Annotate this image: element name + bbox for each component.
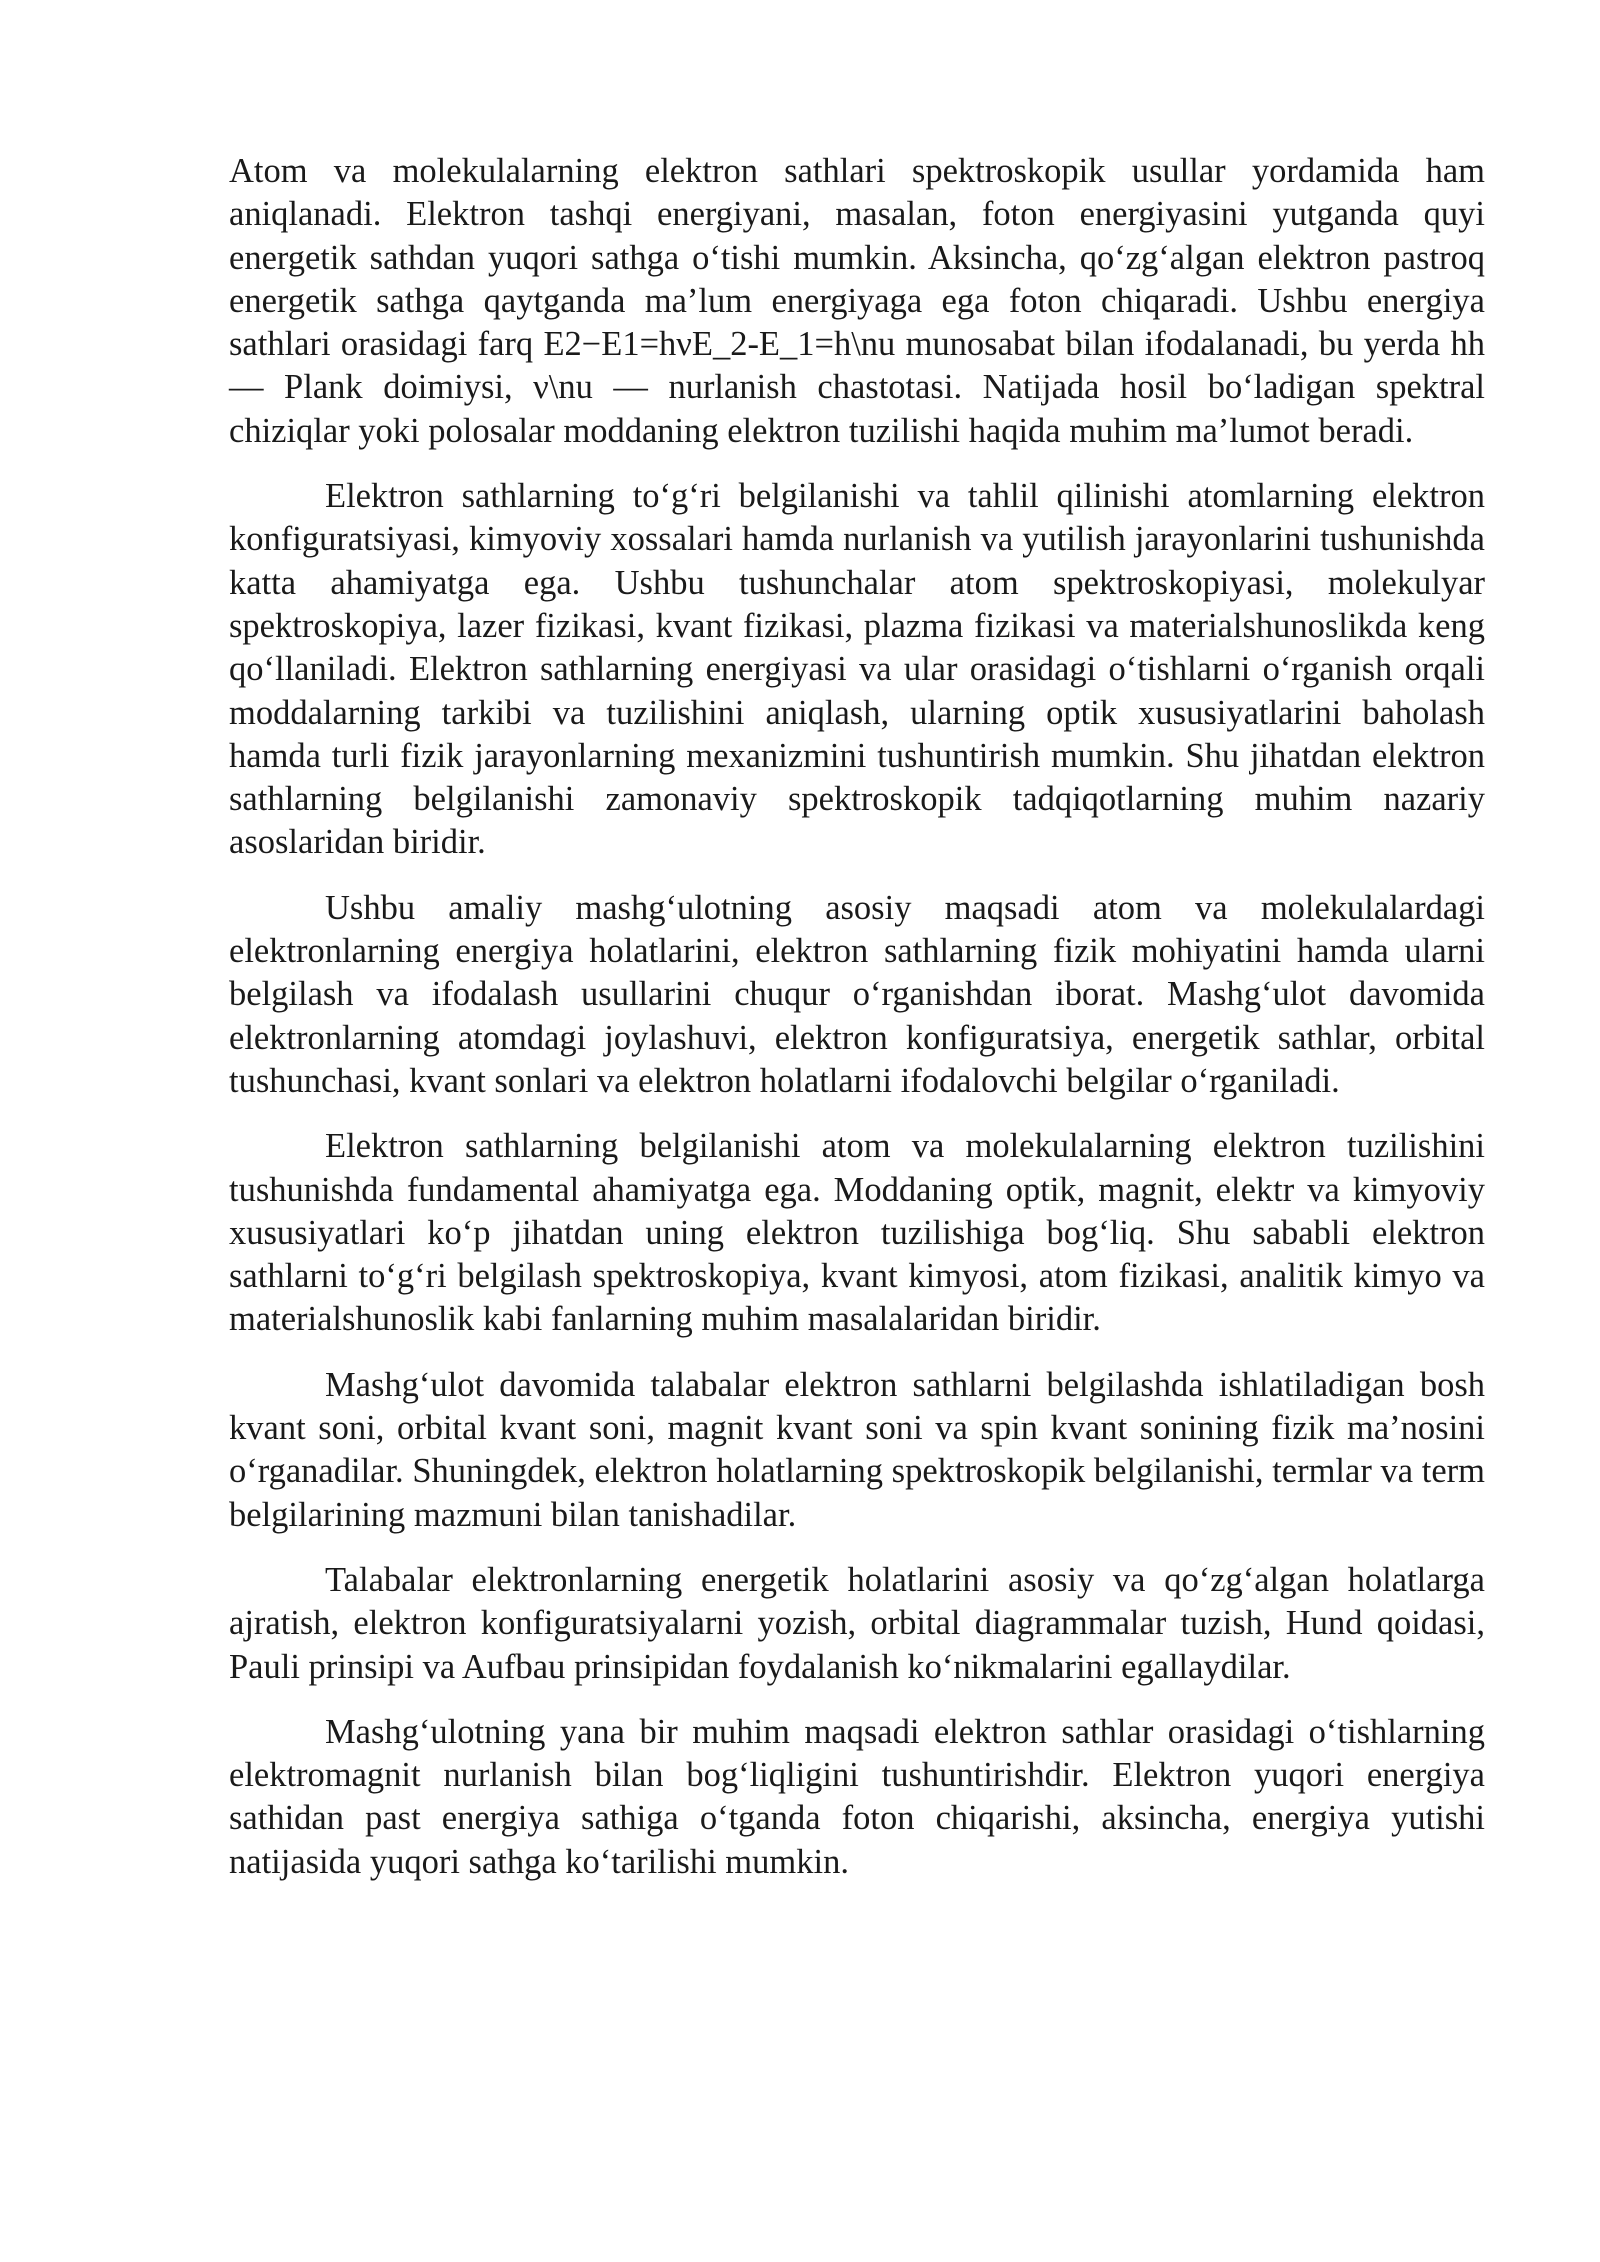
- paragraph-2: Elektron sathlarning to‘g‘ri belgilanishi va tahlil qilinishi atomlarning elektron konfiguratsiyasi, kimyoviy xossalari hamda nurlanish va yutilish jarayonlarini tushunishda katta ahamiyatga ega. Ushbu tushunchalar atom spektroskopiyasi, molekulyar spektroskopiya, lazer fizikasi, kvant fizikasi, plazma fizikasi va materialshunoslikda keng qo‘llaniladi. Elektron sathlarning energiyasi va ular orasidagi o‘tishlarni o‘rganish orqali moddalarning tarkibi va tuzilishini aniqlash, ularning optik xususiyatlarini baholash hamda turli fizik jarayonlarning mexanizmini tushuntirish mumkin. Shu jihatdan elektron sathlarning belgilanishi zamonaviy spektroskopik tadqiqotlarning muhim nazariy asoslaridan biridir.: [229, 477, 1485, 862]
- paragraph-7: Mashg‘ulotning yana bir muhim maqsadi elektron sathlar orasidagi o‘tishlarning elektromagnit nurlanish bilan bog‘liqligini tushuntirishdir. Elektron yuqori energiya sathidan past energiya sathiga o‘tganda foton chiqarishi, aksincha, energiya yutishi natijasida yuqori sathga ko‘tarilishi mumkin.: [229, 1712, 1485, 1881]
- paragraph-1: Atom va molekulalarning elektron sathlari spektroskopik usullar yordamida ham aniqlanadi. Elektron tashqi energiyani, masalan, foton energiyasini yutganda quyi energetik sathdan yuqori sathga o‘tishi mumkin. Aksincha, qo‘zg‘algan elektron pastroq energetik sathga qaytganda ma’lum energiyaga ega foton chiqaradi. Ushbu energiya sathlari orasidagi farq E2−E1=hνE_2-E_1=h\nu munosabat bilan ifodalanadi, bu yerda hh — Plank doimiysi, ν\nu — nurlanish chastotasi. Natijada hosil bo‘ladigan spektral chiziqlar yoki polosalar moddaning elektron tuzilishi haqida muhim ma’lumot beradi.: [229, 152, 1485, 450]
- paragraph-5: Mashg‘ulot davomida talabalar elektron sathlarni belgilashda ishlatiladigan bosh kvant soni, orbital kvant soni, magnit kvant soni va spin kvant sonining fizik ma’nosini o‘rganadilar. Shuningdek, elektron holatlarning spektroskopik belgilanishi, termlar va term belgilarining mazmuni bilan tanishadilar.: [229, 1365, 1485, 1534]
- paragraph-3: Ushbu amaliy mashg‘ulotning asosiy maqsadi atom va molekulalardagi elektronlarning energiya holatlarini, elektron sathlarning fizik mohiyatini hamda ularni belgilash va ifodalash usullarini chuqur o‘rganishdan iborat. Mashg‘ulot davomida elektronlarning atomdagi joylashuvi, elektron konfiguratsiya, energetik sathlar, orbital tushunchasi, kvant sonlari va elektron holatlarni ifodalovchi belgilar o‘rganiladi.: [229, 888, 1485, 1100]
- paragraph-6: Talabalar elektronlarning energetik holatlarini asosiy va qo‘zg‘algan holatlarga ajratish, elektron konfiguratsiyalarni yozish, orbital diagrammalar tuzish, Hund qoidasi, Pauli prinsipi va Aufbau prinsipidan foydalanish ko‘nikmalarini egallaydilar.: [229, 1560, 1485, 1686]
- document-page: [229, 150, 1485, 1906]
- paragraph-4: Elektron sathlarning belgilanishi atom va molekulalarning elektron tuzilishini tushunishda fundamental ahamiyatga ega. Moddaning optik, magnit, elektr va kimyoviy xususiyatlari ko‘p jihatdan uning elektron tuzilishiga bog‘liq. Shu sababli elektron sathlarni to‘g‘ri belgilash spektroskopiya, kvant kimyosi, atom fizikasi, analitik kimyo va materialshunoslik kabi fanlarning muhim masalalaridan biridir.: [229, 1127, 1485, 1339]
